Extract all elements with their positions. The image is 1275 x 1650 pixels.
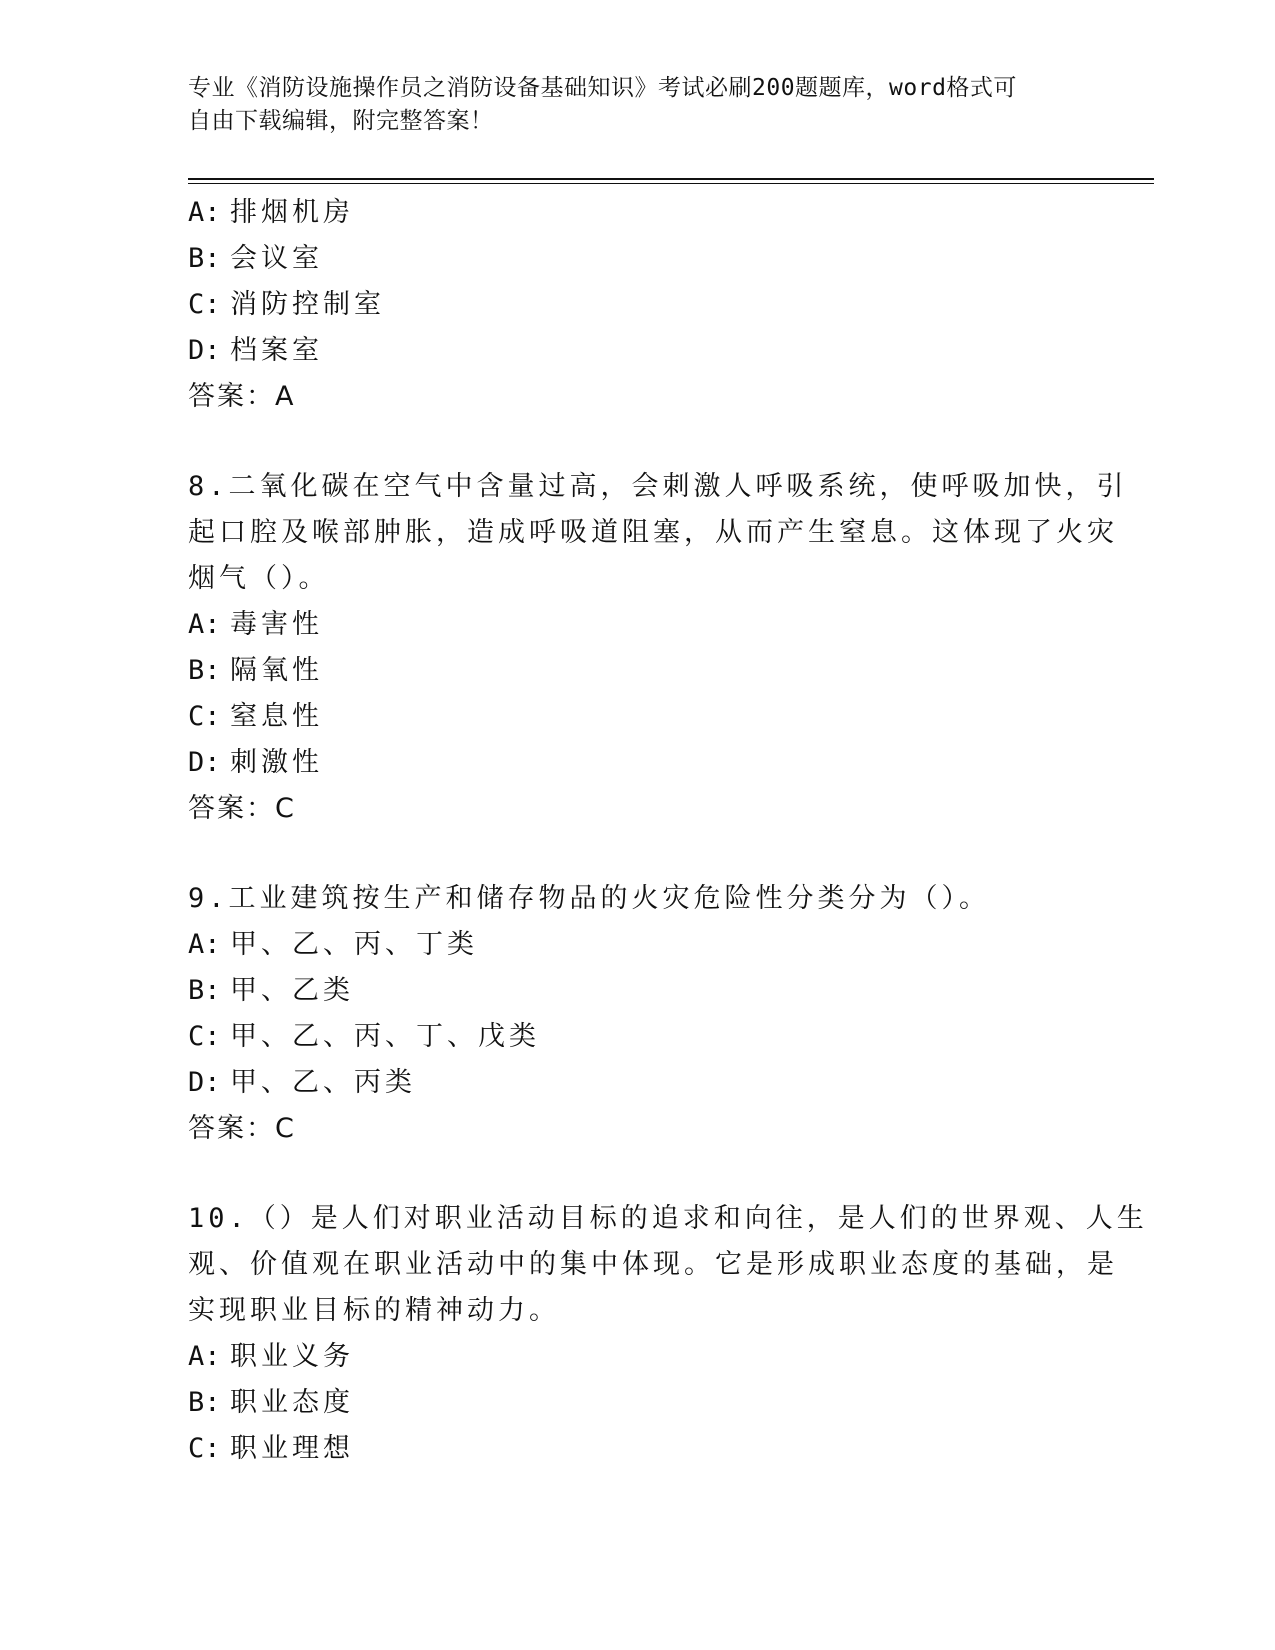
question-text [188, 464, 1128, 602]
question-text [188, 1196, 1148, 1334]
header-line-2: 自由下载编辑，附完整答案！ [188, 108, 494, 134]
option-a [188, 922, 1088, 968]
option-label: B: [188, 243, 221, 274]
option-b [188, 236, 1088, 282]
option-c [188, 282, 1088, 328]
option-d [188, 328, 1088, 374]
option-label: C: [188, 701, 221, 732]
option-label: C: [188, 1021, 221, 1052]
option-text: 会议室 [230, 243, 323, 274]
option-text: 甲、乙、丙类 [230, 1067, 416, 1098]
question-text [188, 876, 1088, 922]
option-text: 窒息性 [230, 701, 323, 732]
question-8 [188, 464, 1128, 832]
option-text: 毒害性 [230, 609, 323, 640]
option-label: D: [188, 1067, 221, 1098]
option-text: 甲、乙、丙、丁类 [230, 929, 478, 960]
option-label: C: [188, 1433, 221, 1464]
option-b [188, 968, 1088, 1014]
question-10 [188, 1196, 1148, 1472]
option-label: D: [188, 747, 221, 778]
option-text: 职业义务 [230, 1341, 354, 1372]
option-label: B: [188, 975, 221, 1006]
answer: 答案：C [188, 793, 296, 824]
option-text: 档案室 [230, 335, 323, 366]
option-label: C: [188, 289, 221, 320]
option-a [188, 1334, 1088, 1380]
header-rule-thin [188, 183, 1154, 184]
answer: 答案：A [188, 381, 296, 412]
header-rule-thick [188, 178, 1154, 180]
question-7 [188, 190, 1088, 420]
option-label: A: [188, 609, 221, 640]
option-text: 刺激性 [230, 747, 323, 778]
option-label: B: [188, 1387, 221, 1418]
option-a [188, 190, 1088, 236]
option-label: B: [188, 655, 221, 686]
question-line: 观、价值观在职业活动中的集中体现。它是形成职业态度的基础，是 [188, 1249, 1118, 1280]
option-label: A: [188, 1341, 221, 1372]
option-c [188, 1426, 1088, 1472]
option-text: 职业态度 [230, 1387, 354, 1418]
option-text: 消防控制室 [230, 289, 385, 320]
option-text: 排烟机房 [230, 197, 354, 228]
question-line: 烟气（）。 [188, 563, 330, 594]
option-b [188, 1380, 1088, 1426]
option-c [188, 1014, 1088, 1060]
option-text: 隔氧性 [230, 655, 323, 686]
header-line-1: 专业《消防设施操作员之消防设备基础知识》考试必刷200题题库，word格式可 [188, 75, 1017, 101]
document-header [188, 72, 1068, 138]
option-label: A: [188, 197, 221, 228]
option-c [188, 694, 1088, 740]
option-b [188, 648, 1088, 694]
question-9 [188, 876, 1088, 1152]
answer: 答案：C [188, 1113, 296, 1144]
question-line: 10.（）是人们对职业活动目标的追求和向往，是人们的世界观、人生 [188, 1203, 1148, 1234]
option-a [188, 602, 1088, 648]
option-text: 甲、乙类 [230, 975, 354, 1006]
option-text: 甲、乙、丙、丁、戊类 [230, 1021, 540, 1052]
question-line: 8.二氧化碳在空气中含量过高，会刺激人呼吸系统，使呼吸加快，引 [188, 471, 1128, 502]
question-line: 起口腔及喉部肿胀，造成呼吸道阻塞，从而产生窒息。这体现了火灾 [188, 517, 1118, 548]
question-line: 实现职业目标的精神动力。 [188, 1295, 560, 1326]
option-label: A: [188, 929, 221, 960]
option-d [188, 740, 1088, 786]
option-d [188, 1060, 1088, 1106]
option-text: 职业理想 [230, 1433, 354, 1464]
question-line: 9.工业建筑按生产和储存物品的火灾危险性分类分为（）。 [188, 883, 991, 914]
option-label: D: [188, 335, 221, 366]
question-list [188, 190, 1148, 1472]
